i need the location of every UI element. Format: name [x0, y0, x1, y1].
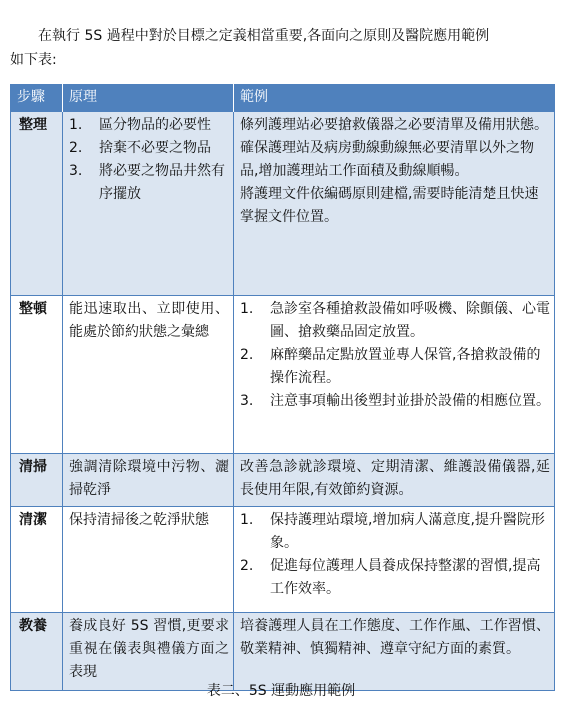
intro-line-1: 在執行 5S 過程中對於目標之定義相當重要,各面向之原則及醫院應用範例	[38, 28, 490, 44]
list-item: 1. 急診室各種搶救設備如呼吸機、除顫儀、心電圖、搶救藥品固定放置。	[240, 301, 550, 340]
example-cell: 改善急診就診環境、定期清潔、維護設備儀器,延長使用年限,有效節約資源。	[234, 454, 555, 507]
example-cell	[234, 296, 555, 454]
list-item: 1. 區分物品的必要性	[69, 117, 211, 133]
list-item: 2. 促進每位護理人員養成保持整潔的習慣,提高工作效率。	[240, 558, 541, 597]
principle-cell: 保持清掃後之乾淨狀態	[63, 507, 234, 613]
example-line: 將護理文件依編碼原則建檔,需要時能清楚且快速掌握文件位置。	[240, 186, 539, 225]
step-cell: 清潔	[11, 507, 63, 613]
header-example: 範例	[234, 85, 555, 112]
example-cell	[234, 112, 555, 296]
example-line: 條列護理站必要搶救儀器之必要清單及備用狀態。	[240, 117, 548, 133]
example-cell: 培養護理人員在工作態度、工作作風、工作習慣、敬業精神、慎獨精神、遵章守紀方面的素質。	[234, 613, 555, 691]
example-cell	[234, 507, 555, 613]
principle-cell	[63, 112, 234, 296]
step-cell: 清掃	[11, 454, 63, 507]
table-row	[11, 507, 555, 613]
table-row	[11, 296, 555, 454]
header-step: 步驟	[11, 85, 63, 112]
principle-cell: 養成良好 5S 習慣,更要求重視在儀表與禮儀方面之表現	[63, 613, 234, 691]
table-row	[11, 112, 555, 296]
list-item: 2. 麻醉藥品定點放置並專人保管,各搶救設備的操作流程。	[240, 347, 541, 386]
principle-cell: 能迅速取出、立即使用、能處於節約狀態之彙總	[63, 296, 234, 454]
list-item: 1. 保持護理站環境,增加病人滿意度,提升醫院形象。	[240, 512, 545, 551]
example-line: 確保護理站及病房動線動線無必要清單以外之物品,增加護理站工作面積及動線順暢。	[240, 140, 534, 179]
principle-cell: 強調清除環境中污物、灑掃乾淨	[63, 454, 234, 507]
step-cell: 整頓	[11, 296, 63, 454]
header-principle: 原理	[63, 85, 234, 112]
step-cell: 整理	[11, 112, 63, 296]
table-row	[11, 613, 555, 691]
table-header-row	[11, 85, 555, 112]
list-item: 3. 注意事項輸出後塑封並掛於設備的相應位置。	[240, 393, 550, 409]
intro-line-2: 如下表:	[10, 52, 57, 68]
step-cell: 教養	[11, 613, 63, 691]
5s-table	[10, 84, 555, 691]
list-item: 3. 將必要之物品井然有序擺放	[69, 163, 225, 202]
intro-paragraph	[10, 24, 555, 72]
table-row	[11, 454, 555, 507]
list-item: 2. 捨棄不必要之物品	[69, 140, 211, 156]
table-caption: 表二、5S 運動應用範例	[206, 683, 356, 699]
